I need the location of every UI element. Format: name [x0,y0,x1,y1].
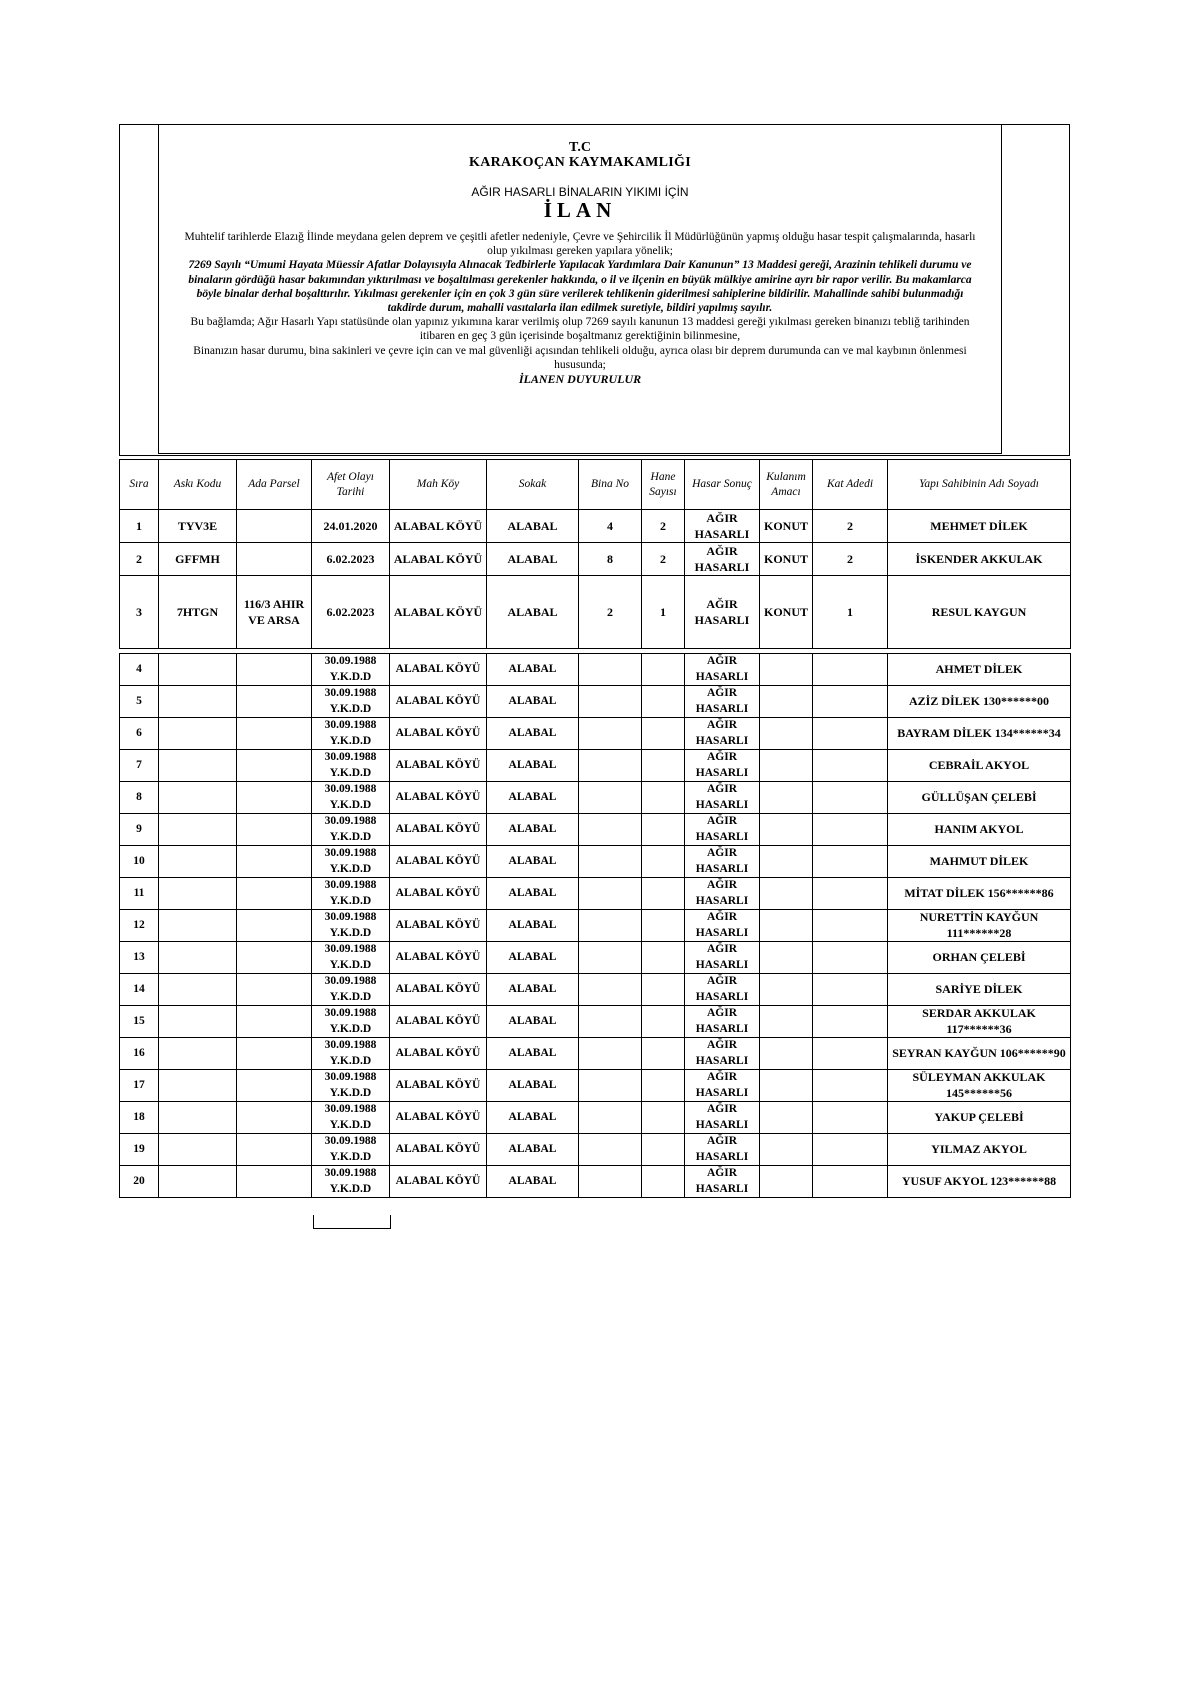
cell-hane-sayisi [642,1070,685,1102]
cell-sira: 7 [120,750,159,782]
cell-yapi-sahibi: SEYRAN KAYĞUN 106******90 [888,1038,1071,1070]
table-row [120,1134,1071,1166]
col-header-aski-kodu: Askı Kodu [159,460,237,510]
cell-hasar-sonuc: AĞIR HASARLI [685,1038,760,1070]
cell-sira: 19 [120,1134,159,1166]
cell-aski-kodu [159,910,237,942]
cell-kullanim-amaci [760,654,813,686]
notice-paragraph-4: Binanızın hasar durumu, bina sakinleri ve çevre için can ve mal güvenliği açısından tehlikeli olduğu, ayrıca olası bir deprem durumunda can ve mal kaybının önlenmesi hususunda; [193,344,967,371]
cell-bina-no [579,846,642,878]
cell-hasar-sonuc: AĞIR HASARLI [685,576,760,649]
table-body [120,510,1071,1198]
cell-afet-tarihi: 30.09.1988 Y.K.D.D [312,718,390,750]
cell-aski-kodu: 7HTGN [159,576,237,649]
cell-afet-tarihi: 30.09.1988 Y.K.D.D [312,878,390,910]
cell-hane-sayisi [642,1134,685,1166]
cell-bina-no: 2 [579,576,642,649]
table-row [120,1038,1071,1070]
header-ilan-title: İLAN [543,198,617,222]
cell-hasar-sonuc: AĞIR HASARLI [685,1134,760,1166]
cell-sira: 17 [120,1070,159,1102]
cell-hasar-sonuc: AĞIR HASARLI [685,942,760,974]
cell-ada-parsel [237,974,312,1006]
col-header-sokak: Sokak [487,460,579,510]
cell-kullanim-amaci [760,718,813,750]
cell-bina-no: 8 [579,543,642,576]
cell-sira: 20 [120,1166,159,1198]
cell-mah-koy: ALABAL KÖYÜ [390,654,487,686]
cell-kullanim-amaci [760,942,813,974]
table-row [120,1102,1071,1134]
buildings-table [119,459,1071,1198]
cell-kullanim-amaci [760,1102,813,1134]
cell-kullanim-amaci [760,1070,813,1102]
table-row [120,846,1071,878]
table-row [120,510,1071,543]
cell-hasar-sonuc: AĞIR HASARLI [685,1070,760,1102]
cell-aski-kodu [159,1070,237,1102]
cell-sokak: ALABAL [487,1166,579,1198]
cell-sokak: ALABAL [487,1134,579,1166]
cell-aski-kodu [159,686,237,718]
cell-hasar-sonuc: AĞIR HASARLI [685,686,760,718]
cell-sokak: ALABAL [487,1006,579,1038]
table-row [120,576,1071,649]
cell-afet-tarihi: 30.09.1988 Y.K.D.D [312,1006,390,1038]
cell-ada-parsel [237,1134,312,1166]
col-header-hane-sayisi: Hane Sayısı [642,460,685,510]
cell-kullanim-amaci [760,1006,813,1038]
cell-hasar-sonuc: AĞIR HASARLI [685,750,760,782]
cell-kullanim-amaci [760,782,813,814]
cell-bina-no [579,910,642,942]
cell-kullanim-amaci [760,1166,813,1198]
table-row [120,942,1071,974]
cell-kullanim-amaci [760,1038,813,1070]
cell-hasar-sonuc: AĞIR HASARLI [685,1102,760,1134]
cell-ada-parsel [237,543,312,576]
cell-hane-sayisi [642,910,685,942]
cell-mah-koy: ALABAL KÖYÜ [390,910,487,942]
cell-afet-tarihi: 6.02.2023 [312,543,390,576]
cell-kat-adedi: 2 [813,543,888,576]
col-header-afet-tarihi: Afet Olayı Tarihi [312,460,390,510]
cell-sokak: ALABAL [487,686,579,718]
notice-paragraph-3: Bu bağlamda; Ağır Hasarlı Yapı statüsünde olan yapınız yıkımına karar verilmiş olup 7269 sayılı kanunun 13 maddesi gereği yıkılması gereken binanızı tebliğ tarihinden itibaren en geç 3 gün içerisinde boşaltmanız gerektiğinin bilinmesine, [190,316,970,343]
cell-bina-no [579,1166,642,1198]
cell-hane-sayisi [642,686,685,718]
cell-afet-tarihi: 30.09.1988 Y.K.D.D [312,974,390,1006]
cell-yapi-sahibi: MEHMET DİLEK [888,510,1071,543]
cell-kat-adedi [813,718,888,750]
cell-mah-koy: ALABAL KÖYÜ [390,1102,487,1134]
cell-afet-tarihi: 24.01.2020 [312,510,390,543]
cell-ada-parsel [237,718,312,750]
cell-kat-adedi [813,654,888,686]
cell-afet-tarihi: 6.02.2023 [312,576,390,649]
cell-aski-kodu: TYV3E [159,510,237,543]
cell-sokak: ALABAL [487,1102,579,1134]
cell-mah-koy: ALABAL KÖYÜ [390,974,487,1006]
cell-mah-koy: ALABAL KÖYÜ [390,543,487,576]
cell-hane-sayisi [642,1102,685,1134]
col-header-kullanim-amaci: Kulanım Amacı [760,460,813,510]
cell-hasar-sonuc: AĞIR HASARLI [685,1006,760,1038]
cell-bina-no [579,654,642,686]
col-header-kat-adedi: Kat Adedi [813,460,888,510]
cell-ada-parsel [237,1006,312,1038]
cell-sira: 9 [120,814,159,846]
cell-aski-kodu [159,814,237,846]
cell-afet-tarihi: 30.09.1988 Y.K.D.D [312,686,390,718]
cell-yapi-sahibi: RESUL KAYGUN [888,576,1071,649]
cell-sokak: ALABAL [487,846,579,878]
cell-mah-koy: ALABAL KÖYÜ [390,782,487,814]
cell-bina-no [579,686,642,718]
cell-sokak: ALABAL [487,782,579,814]
cell-sira: 11 [120,878,159,910]
cell-bina-no [579,814,642,846]
cell-afet-tarihi: 30.09.1988 Y.K.D.D [312,1038,390,1070]
cell-hane-sayisi [642,814,685,846]
table-row [120,543,1071,576]
cell-hane-sayisi [642,654,685,686]
cell-aski-kodu [159,654,237,686]
cell-hasar-sonuc: AĞIR HASARLI [685,878,760,910]
cell-yapi-sahibi: SÜLEYMAN AKKULAK 145******56 [888,1070,1071,1102]
cell-yapi-sahibi: YILMAZ AKYOL [888,1134,1071,1166]
cell-sira: 18 [120,1102,159,1134]
cell-sokak: ALABAL [487,750,579,782]
cell-aski-kodu [159,878,237,910]
col-header-ada-parsel: Ada Parsel [237,460,312,510]
cell-hasar-sonuc: AĞIR HASARLI [685,782,760,814]
cell-bina-no [579,1134,642,1166]
cell-kat-adedi [813,1070,888,1102]
cell-hane-sayisi [642,974,685,1006]
cell-afet-tarihi: 30.09.1988 Y.K.D.D [312,942,390,974]
cell-hane-sayisi: 2 [642,510,685,543]
cell-sira: 13 [120,942,159,974]
cell-yapi-sahibi: AZİZ DİLEK 130******00 [888,686,1071,718]
col-header-bina-no: Bina No [579,460,642,510]
cell-hasar-sonuc: AĞIR HASARLI [685,974,760,1006]
cell-hasar-sonuc: AĞIR HASARLI [685,814,760,846]
cell-kat-adedi [813,1102,888,1134]
cell-mah-koy: ALABAL KÖYÜ [390,1038,487,1070]
cell-kullanim-amaci: KONUT [760,576,813,649]
cell-bina-no: 4 [579,510,642,543]
table-row [120,910,1071,942]
cell-bina-no [579,974,642,1006]
cell-bina-no [579,750,642,782]
cell-hane-sayisi [642,942,685,974]
cell-sira: 3 [120,576,159,649]
cell-aski-kodu [159,1134,237,1166]
cell-sokak: ALABAL [487,878,579,910]
cell-yapi-sahibi: BAYRAM DİLEK 134******34 [888,718,1071,750]
cell-ada-parsel [237,1102,312,1134]
cell-bina-no [579,782,642,814]
cell-hane-sayisi [642,846,685,878]
cell-afet-tarihi: 30.09.1988 Y.K.D.D [312,814,390,846]
table-row [120,1166,1071,1198]
cell-kullanim-amaci [760,750,813,782]
cell-sokak: ALABAL [487,543,579,576]
cell-yapi-sahibi: MİTAT DİLEK 156******86 [888,878,1071,910]
header-subject: AĞIR HASARLI BİNALARIN YIKIMI İÇİN [471,185,689,199]
cell-aski-kodu [159,1006,237,1038]
cell-hane-sayisi [642,782,685,814]
cell-bina-no [579,1070,642,1102]
cell-afet-tarihi: 30.09.1988 Y.K.D.D [312,1070,390,1102]
cell-ada-parsel [237,1038,312,1070]
cell-sira: 4 [120,654,159,686]
cell-kullanim-amaci [760,878,813,910]
cell-mah-koy: ALABAL KÖYÜ [390,750,487,782]
cell-hasar-sonuc: AĞIR HASARLI [685,718,760,750]
cell-sira: 2 [120,543,159,576]
cell-yapi-sahibi: CEBRAİL AKYOL [888,750,1071,782]
cell-hane-sayisi [642,1166,685,1198]
cell-hane-sayisi [642,1038,685,1070]
col-header-hasar-sonuc: Hasar Sonuç [685,460,760,510]
cell-sira: 15 [120,1006,159,1038]
cell-mah-koy: ALABAL KÖYÜ [390,718,487,750]
cell-kat-adedi [813,878,888,910]
cell-yapi-sahibi: MAHMUT DİLEK [888,846,1071,878]
cell-kullanim-amaci [760,814,813,846]
cell-aski-kodu [159,1102,237,1134]
cell-ada-parsel [237,750,312,782]
cell-yapi-sahibi: SERDAR AKKULAK 117******36 [888,1006,1071,1038]
cell-aski-kodu [159,942,237,974]
cell-bina-no [579,1102,642,1134]
cell-sokak: ALABAL [487,1070,579,1102]
cell-mah-koy: ALABAL KÖYÜ [390,686,487,718]
cell-aski-kodu [159,846,237,878]
cell-sokak: ALABAL [487,576,579,649]
cell-ada-parsel [237,910,312,942]
cell-yapi-sahibi: YAKUP ÇELEBİ [888,1102,1071,1134]
table-row [120,878,1071,910]
cell-mah-koy: ALABAL KÖYÜ [390,1070,487,1102]
cell-yapi-sahibi: GÜLLÜŞAN ÇELEBİ [888,782,1071,814]
cell-sokak: ALABAL [487,1038,579,1070]
cell-aski-kodu [159,750,237,782]
cell-hane-sayisi [642,878,685,910]
cell-aski-kodu [159,718,237,750]
cell-kat-adedi [813,750,888,782]
cell-ada-parsel: 116/3 AHIR VE ARSA [237,576,312,649]
header-organization: KARAKOÇAN KAYMAKAMLIĞI [469,155,691,170]
cell-kullanim-amaci [760,1134,813,1166]
cell-kat-adedi [813,1006,888,1038]
cell-mah-koy: ALABAL KÖYÜ [390,814,487,846]
cell-afet-tarihi: 30.09.1988 Y.K.D.D [312,1134,390,1166]
cell-ada-parsel [237,942,312,974]
cell-afet-tarihi: 30.09.1988 Y.K.D.D [312,1102,390,1134]
cell-sokak: ALABAL [487,974,579,1006]
cell-kat-adedi [813,910,888,942]
table-tail-cell [313,1215,391,1229]
table-row [120,782,1071,814]
cell-ada-parsel [237,510,312,543]
table-row [120,686,1071,718]
cell-ada-parsel [237,782,312,814]
cell-kat-adedi [813,814,888,846]
notice-box [158,124,1002,454]
cell-hasar-sonuc: AĞIR HASARLI [685,1166,760,1198]
cell-ada-parsel [237,654,312,686]
notice-closing: İLANEN DUYURULUR [518,372,642,387]
cell-kullanim-amaci [760,910,813,942]
cell-sokak: ALABAL [487,910,579,942]
cell-kat-adedi [813,974,888,1006]
table-row [120,750,1071,782]
cell-mah-koy: ALABAL KÖYÜ [390,1166,487,1198]
cell-ada-parsel [237,1070,312,1102]
cell-ada-parsel [237,1166,312,1198]
cell-kat-adedi [813,1038,888,1070]
cell-yapi-sahibi: AHMET DİLEK [888,654,1071,686]
cell-bina-no [579,718,642,750]
cell-afet-tarihi: 30.09.1988 Y.K.D.D [312,846,390,878]
cell-yapi-sahibi: NURETTİN KAYĞUN 111******28 [888,910,1071,942]
cell-mah-koy: ALABAL KÖYÜ [390,510,487,543]
cell-hane-sayisi: 1 [642,576,685,649]
cell-kat-adedi [813,942,888,974]
cell-kat-adedi [813,686,888,718]
cell-bina-no [579,878,642,910]
cell-mah-koy: ALABAL KÖYÜ [390,1134,487,1166]
cell-ada-parsel [237,878,312,910]
cell-ada-parsel [237,846,312,878]
cell-aski-kodu [159,1038,237,1070]
cell-sokak: ALABAL [487,654,579,686]
cell-kat-adedi: 2 [813,510,888,543]
cell-sira: 14 [120,974,159,1006]
table-row [120,718,1071,750]
cell-kat-adedi: 1 [813,576,888,649]
cell-hasar-sonuc: AĞIR HASARLI [685,510,760,543]
cell-aski-kodu [159,1166,237,1198]
table-header-row [120,460,1071,510]
cell-kullanim-amaci [760,846,813,878]
cell-yapi-sahibi: HANIM AKYOL [888,814,1071,846]
cell-kullanim-amaci: KONUT [760,510,813,543]
cell-mah-koy: ALABAL KÖYÜ [390,878,487,910]
cell-afet-tarihi: 30.09.1988 Y.K.D.D [312,1166,390,1198]
cell-sokak: ALABAL [487,718,579,750]
cell-bina-no [579,1006,642,1038]
table-row [120,1070,1071,1102]
cell-aski-kodu [159,974,237,1006]
cell-bina-no [579,1038,642,1070]
cell-sokak: ALABAL [487,814,579,846]
cell-afet-tarihi: 30.09.1988 Y.K.D.D [312,910,390,942]
cell-kullanim-amaci: KONUT [760,543,813,576]
cell-sira: 16 [120,1038,159,1070]
col-header-sira: Sıra [120,460,159,510]
cell-kat-adedi [813,1134,888,1166]
cell-mah-koy: ALABAL KÖYÜ [390,576,487,649]
cell-mah-koy: ALABAL KÖYÜ [390,846,487,878]
cell-sira: 5 [120,686,159,718]
cell-mah-koy: ALABAL KÖYÜ [390,1006,487,1038]
cell-yapi-sahibi: İSKENDER AKKULAK [888,543,1071,576]
cell-yapi-sahibi: YUSUF AKYOL 123******88 [888,1166,1071,1198]
cell-hasar-sonuc: AĞIR HASARLI [685,910,760,942]
cell-hasar-sonuc: AĞIR HASARLI [685,846,760,878]
cell-ada-parsel [237,686,312,718]
cell-hane-sayisi [642,718,685,750]
cell-sokak: ALABAL [487,510,579,543]
cell-hane-sayisi: 2 [642,543,685,576]
cell-bina-no [579,942,642,974]
table-row [120,1006,1071,1038]
cell-afet-tarihi: 30.09.1988 Y.K.D.D [312,750,390,782]
cell-afet-tarihi: 30.09.1988 Y.K.D.D [312,654,390,686]
cell-aski-kodu: GFFMH [159,543,237,576]
header-tc: T.C [569,140,591,155]
cell-mah-koy: ALABAL KÖYÜ [390,942,487,974]
cell-sira: 10 [120,846,159,878]
cell-hane-sayisi [642,1006,685,1038]
cell-sira: 6 [120,718,159,750]
cell-aski-kodu [159,782,237,814]
cell-kat-adedi [813,846,888,878]
cell-yapi-sahibi: SARİYE DİLEK [888,974,1071,1006]
cell-yapi-sahibi: ORHAN ÇELEBİ [888,942,1071,974]
cell-hasar-sonuc: AĞIR HASARLI [685,654,760,686]
cell-kullanim-amaci [760,686,813,718]
cell-sokak: ALABAL [487,942,579,974]
table-row [120,974,1071,1006]
table-row [120,654,1071,686]
cell-kullanim-amaci [760,974,813,1006]
col-header-mah-koy: Mah Köy [390,460,487,510]
cell-sira: 1 [120,510,159,543]
cell-hane-sayisi [642,750,685,782]
cell-sira: 12 [120,910,159,942]
cell-sira: 8 [120,782,159,814]
notice-paragraph-1: Muhtelif tarihlerde Elazığ İlinde meydana gelen deprem ve çeşitli afetler nedeniyle, Çevre ve Şehircilik İl Müdürlüğünün yapmış olduğu hasar tespit çalışmalarında, hasarlı olup yıkılması gereken yapılara yönelik; [184,231,976,258]
cell-hasar-sonuc: AĞIR HASARLI [685,543,760,576]
notice-paragraph-law: 7269 Sayılı “Umumi Hayata Müessir Afatlar Dolayısıyla Alınacak Tedbirlerle Yapılacak Yardımlara Dair Kanunun” 13 Maddesi gereği, Arazinin tehlikeli durumu ve binaların gördüğü hasar bakımından yıktırılması ve boşaltılması gerekenler hakkında, o il ve ilçenin en büyük mülkiye amirine ayrı bir rapor verilir. Bu makamlarca böyle binalar derhal boşalttırılır. Yıkılması gerekenler için en çok 3 gün süre verilerek tehlikenin giderilmesi sahiplerine bildirilir. Mahallinde sahibi bulunmadığı takdirde durum, mahalli vasıtalarla ilan edilmek suretiyle, bildiri yapılmış sayılır. [188,259,972,315]
cell-kat-adedi [813,782,888,814]
cell-kat-adedi [813,1166,888,1198]
table-row [120,814,1071,846]
cell-afet-tarihi: 30.09.1988 Y.K.D.D [312,782,390,814]
col-header-yapi-sahibi: Yapı Sahibinin Adı Soyadı [888,460,1071,510]
cell-ada-parsel [237,814,312,846]
